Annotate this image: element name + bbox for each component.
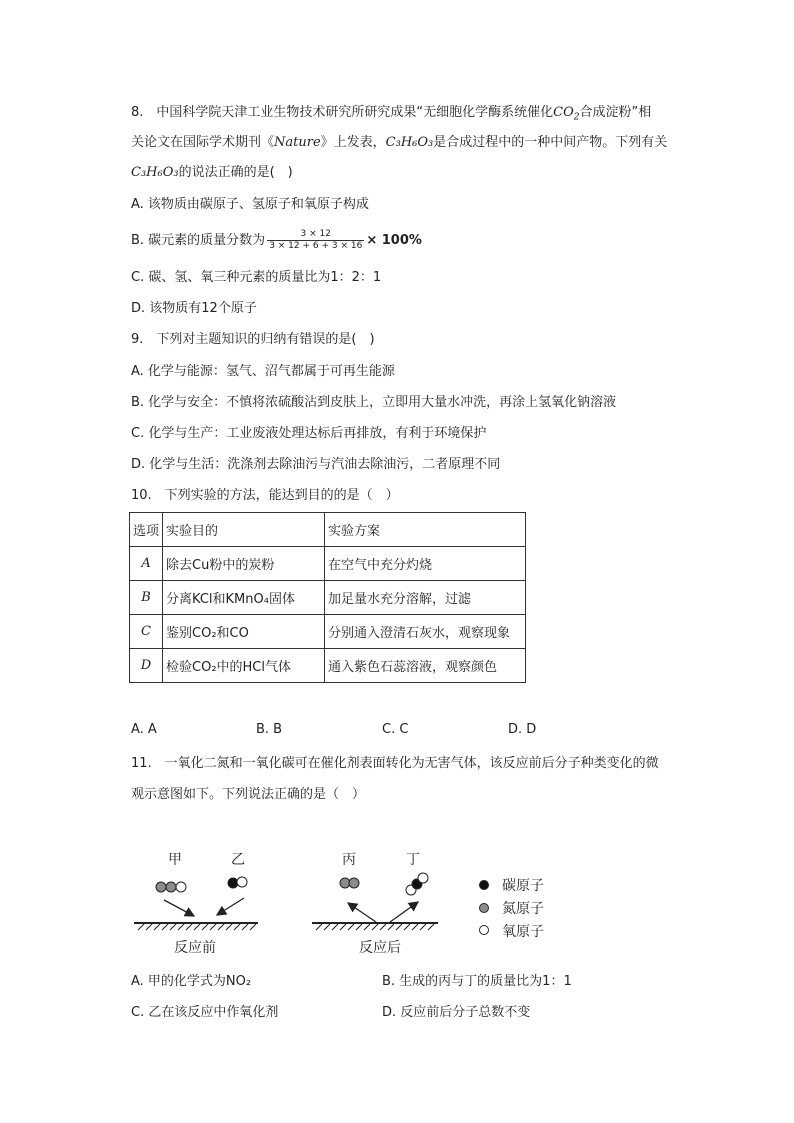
q8-formula-sub: 2: [573, 112, 580, 123]
q10-option-d: D. D: [508, 722, 537, 737]
q8-stem-line-2: [131, 133, 667, 153]
q10-option-a: A. A: [131, 722, 157, 737]
molecule-bing: [340, 878, 359, 888]
q8-stem-line-3: [131, 163, 293, 183]
q9-stem: 9. 下列对主题知识的归纳有错误的是( ): [131, 332, 375, 347]
q11-option-c: C. 乙在该反应中作氧化剂: [131, 1005, 279, 1020]
legend-carbon: 碳原子: [502, 878, 544, 894]
table-cell-plan: 加足量水充分溶解，过滤: [325, 581, 526, 615]
reaction-diagram: [120, 840, 600, 970]
table-cell-plan: 在空气中充分灼烧: [325, 547, 526, 581]
legend-oxygen: 氧原子: [502, 924, 544, 940]
surface-after: [312, 923, 438, 930]
q9-option-c: C. 化学与生产：工业废液处理达标后再排放，有利于环境保护: [131, 426, 487, 441]
q11-stem-line-2: 观示意图如下。下列说法正确的是（ ）: [131, 787, 366, 802]
q8-text: 的说法正确的是( ): [178, 165, 293, 180]
q10-table: [129, 512, 526, 683]
q9-option-d: D. 化学与生活：洗涤剂去除油污与汽油去除油污，二者原理不同: [131, 457, 501, 472]
table-cell-option: B: [130, 581, 163, 615]
table-row: [130, 547, 526, 581]
q8-text: 8. 中国科学院天津工业生物技术研究所研究成果“无细胞化学酶系统催化: [131, 105, 554, 120]
arrow-out-right: [390, 902, 418, 922]
table-cell-goal: 除去Cu粉中的炭粉: [163, 547, 325, 581]
table-cell-option: A: [130, 547, 163, 581]
molecule-ding: [406, 873, 428, 895]
q8-text: 合成淀粉”相: [579, 105, 652, 120]
q8-stem-line-1: [131, 103, 651, 128]
q8-text: 关论文在国际学术期刊《: [131, 135, 275, 150]
table-header: 实验目的: [163, 513, 325, 547]
q9-option-a: A. 化学与能源：氢气、沼气都属于可再生能源: [131, 364, 395, 379]
q8-formula: C₃H₆O₃: [385, 135, 434, 150]
label-jia: 甲: [168, 852, 182, 868]
q9-option-b: B. 化学与安全：不慎将浓硫酸沾到皮肤上，立即用大量水冲洗，再涂上氢氧化钠溶液: [131, 395, 617, 410]
table-row: [130, 581, 526, 615]
label-yi: 乙: [231, 852, 245, 868]
q8-option-a: A. 该物质由碳原子、氢原子和氧原子构成: [131, 197, 369, 212]
table-row: [130, 615, 526, 649]
q8-option-b-text: B. 碳元素的质量分数为: [131, 233, 266, 248]
label-ding: 丁: [406, 852, 420, 868]
q11-stem-line-1: 11. 一氧化二氮和一氧化碳可在催化剂表面转化为无害气体，该反应前后分子种类变化的微: [131, 756, 659, 771]
legend-nitrogen: 氮原子: [502, 901, 544, 917]
legend-oxygen-icon: [480, 926, 489, 935]
table-cell-goal: 检验CO₂中的HCl气体: [163, 649, 325, 683]
molecule-yi: [228, 877, 247, 888]
table-cell-goal: 分离KCl和KMnO₄固体: [163, 581, 325, 615]
arrow-in-right: [217, 898, 244, 915]
table-header: 实验方案: [325, 513, 526, 547]
legend: [480, 878, 545, 940]
arrow-in-left: [164, 900, 194, 916]
molecule-jia: [156, 882, 186, 892]
table-cell-option: C: [130, 615, 163, 649]
q8-fraction: [267, 229, 364, 252]
q8-formula: CO: [553, 105, 574, 120]
label-before: 反应前: [174, 940, 216, 956]
q8-text: 是合成过程中的一种中间产物。下列有关: [433, 135, 668, 150]
q8-option-b: [131, 226, 422, 256]
surface-before: [134, 923, 258, 930]
table-row: [130, 649, 526, 683]
q11-option-b: B. 生成的丙与丁的质量比为1：1: [382, 974, 572, 989]
q8-journal: Nature: [274, 135, 321, 150]
q11-option-d: D. 反应前后分子总数不变: [382, 1005, 531, 1020]
table-cell-plan: 通入紫色石蕊溶液，观察颜色: [325, 649, 526, 683]
label-bing: 丙: [342, 852, 356, 868]
q8-option-c: C. 碳、氢、氧三种元素的质量比为1：2：1: [131, 270, 382, 285]
table-header: 选项: [130, 513, 163, 547]
table-cell-plan: 分别通入澄清石灰水，观察现象: [325, 615, 526, 649]
table-cell-goal: 鉴别CO₂和CO: [163, 615, 325, 649]
q10-stem: 10. 下列实验的方法，能达到目的的是（ ）: [131, 488, 399, 503]
legend-nitrogen-icon: [480, 904, 489, 913]
q10-option-c: C. C: [382, 722, 409, 737]
q8-formula: C₃H₆O₃: [131, 165, 179, 180]
legend-carbon-icon: [480, 881, 489, 890]
q8-option-d: D. 该物质有12个原子: [131, 301, 257, 316]
q8-fraction-numerator: 3 × 12: [267, 229, 364, 241]
arrow-out-left: [348, 903, 376, 922]
q8-text: 》上发表，: [320, 135, 386, 150]
q8-fraction-denominator: 3 × 12 + 6 + 3 × 16: [269, 241, 363, 251]
q11-option-a: A. 甲的化学式为NO₂: [131, 974, 252, 989]
table-cell-option: D: [130, 649, 163, 683]
q10-option-b: B. B: [256, 722, 283, 737]
table-header-row: [130, 513, 526, 547]
label-after: 反应后: [359, 940, 401, 956]
q8-option-b-percent: × 100%: [366, 233, 422, 248]
